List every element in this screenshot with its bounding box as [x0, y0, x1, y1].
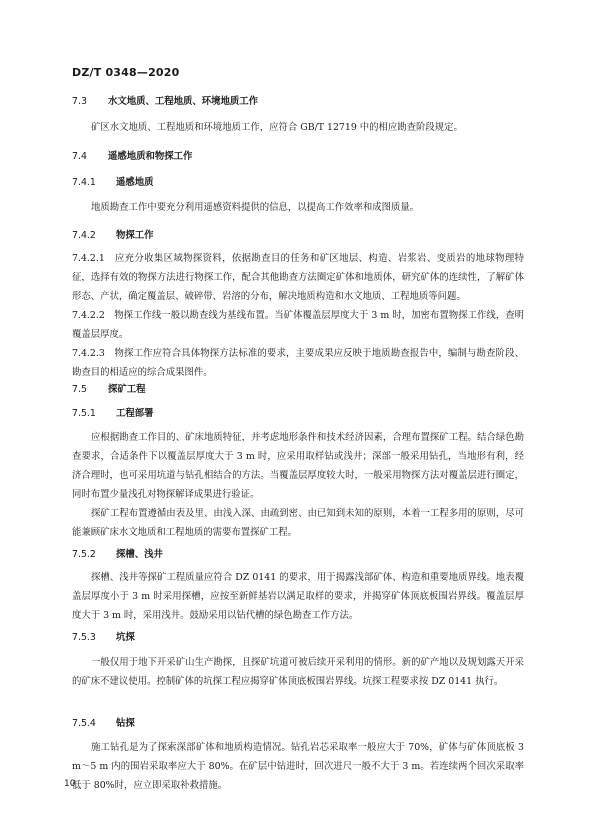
document-code: DZ/T 0348—2020: [72, 66, 180, 79]
section-title: 工程部署: [116, 408, 154, 419]
section-number: 7.4.2: [72, 230, 96, 241]
paragraph-7-5-2: 探槽、浅井等探矿工程质量应符合 DZ 0141 的要求，用于揭露浅部矿体、构造和重要地质界线。地表覆盖层厚度小于 3 m 时采用探槽，应按至新鲜基岩以满足取样的要求，并揭穿矿体顶底板围岩界线。覆盖层厚度大于 3 m 时，采用浅井。鼓励采用以钻代槽的绿色勘查工作方法。: [72, 572, 524, 621]
paragraph-7-4-1: 地质勘查工作中要充分利用遥感资料提供的信息，以提高工作效率和成图质量。: [91, 202, 420, 213]
clause-7-4-2-1: 7.4.2.1 应充分收集区域物探资料，依据勘查目的任务和矿区地层、构造、岩浆岩、变质岩的地球物理特征，选择有效的物探方法进行物探工作，配合其他勘查方法圈定矿体和地质体，研究矿体的连续性，了解矿体形态、产状，确定覆盖层、破碎带、岩溶的分布，解决地质构造和水文地质、工程地质等问题。: [72, 253, 524, 302]
section-number: 7.5: [72, 384, 87, 395]
section-heading-7-4-1: [72, 173, 524, 192]
paragraph-7-5-4: 施工钻孔是为了探索深部矿体和地质构造情况。钻孔岩芯采取率一般应大于 70%，矿体与矿体顶底板 3 m～5 m 内的围岩采取率应大于 80%。在矿层中钻进时，回次进尺一般不大于 3 m。若连续两个回次采取率低于 80%时，应立即采取补救措施。: [72, 742, 524, 791]
section-number: 7.5.2: [72, 549, 96, 560]
paragraph-7-5-3: 一般仅用于地下开采矿山生产勘探，且探矿坑道可被后续开采利用的情形。新的矿产地以及规划露天开采的矿床不建议使用。控制矿体的坑探工程应揭穿矿体顶底板围岩界线。坑探工程要求按 DZ 0141 执行。: [72, 657, 524, 687]
section-title: 探槽、浅井: [116, 549, 163, 560]
paragraph-7-5-1-a: 应根据勘查工作目的、矿床地质特征，并考虑地形条件和技术经济因素，合理布置探矿工程。结合绿色勘查要求，合适条件下以覆盖层厚度大于 3 m 时，应采用取样钻或浅井；深部一般采用钻孔，当地形有利，经济合理时，也可采用坑道与钻孔相结合的方法。当覆盖层厚度较大时，一般采用物探方法对覆盖层进行圈定，同时布置少量浅孔对物探解译成果进行验证。: [72, 432, 524, 500]
section-heading-7-4: [72, 147, 524, 166]
section-number: 7.5.1: [72, 408, 96, 419]
section-title: 水文地质、工程地质、环境地质工作: [108, 96, 259, 107]
section-heading-7-5-3: [72, 628, 524, 647]
section-heading-7-5-1: [72, 404, 524, 423]
section-heading-7-5-2: [72, 545, 524, 564]
clause-7-4-2-3: 7.4.2.3 物探工作应符合具体物探方法标准的要求，主要成果应反映于地质勘查报告中，编制与勘查阶段、勘查目的相适应的综合成果图件。: [72, 348, 524, 378]
section-title: 坑探: [116, 632, 135, 643]
section-heading-7-5: [72, 380, 524, 399]
section-title: 物探工作: [116, 230, 154, 241]
section-number: 7.5.4: [72, 718, 96, 729]
section-heading-7-4-2: [72, 226, 524, 245]
section-heading-7-5-4: [72, 714, 524, 733]
section-title: 遥感地质和物探工作: [108, 151, 193, 162]
section-number: 7.5.3: [72, 632, 96, 643]
section-title: 钻探: [116, 718, 135, 729]
section-heading-7-3: [72, 92, 524, 111]
clause-7-4-2-2: 7.4.2.2 物探工作线一般以勘查线为基线布置。当矿体覆盖层厚度大于 3 m 时，加密布置物探工作线，查明覆盖层厚度。: [72, 310, 524, 340]
section-number: 7.3: [72, 96, 87, 107]
section-title: 探矿工程: [108, 384, 146, 395]
paragraph-7-3: 矿区水文地质、工程地质和环境地质工作，应符合 GB/T 12719 中的相应勘查阶段规定。: [91, 122, 463, 133]
section-number: 7.4.1: [72, 177, 96, 188]
section-number: 7.4: [72, 151, 87, 162]
section-title: 遥感地质: [116, 177, 154, 188]
paragraph-7-5-1-b: 探矿工程布置遵循由表及里、由浅入深、由疏到密、由已知到未知的原则，本着一工程多用的原则，尽可能兼顾矿床水文地质和工程地质的需要布置探矿工程。: [72, 508, 524, 538]
page-number: 10: [64, 779, 76, 789]
